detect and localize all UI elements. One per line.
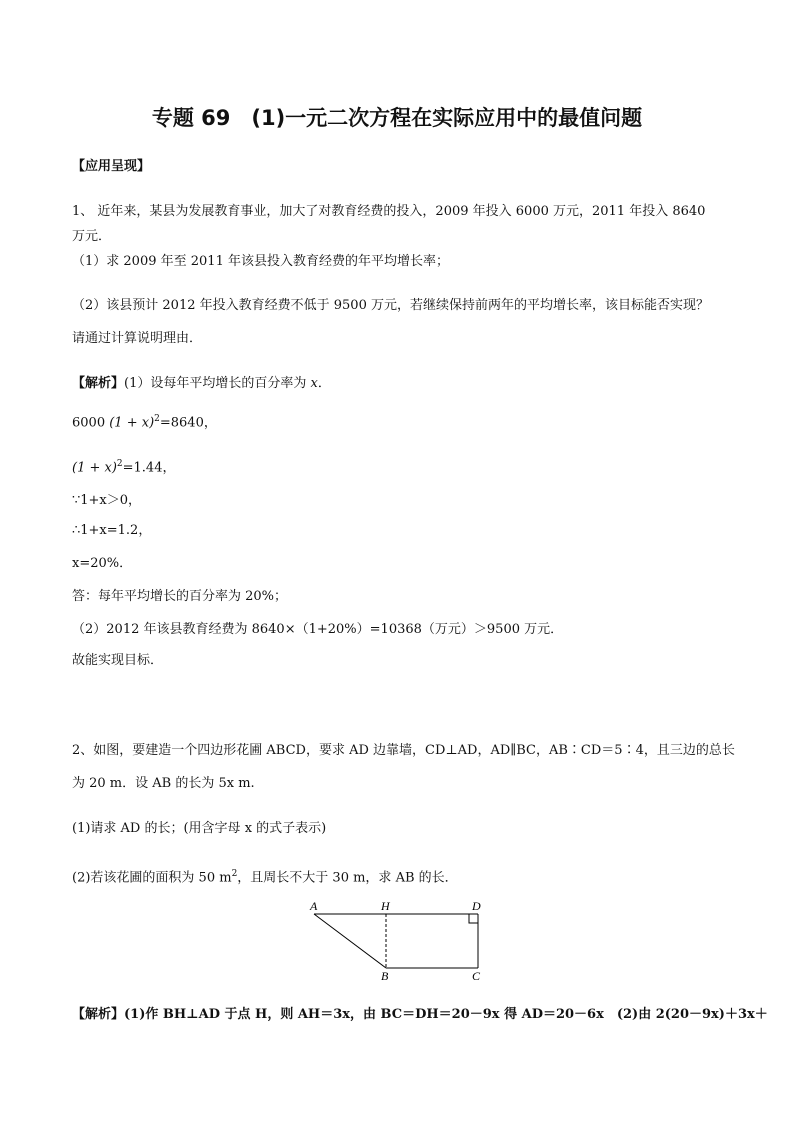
right-angle-mark <box>469 914 478 923</box>
q2-stem-line1: 2、如图，要建造一个四边形花圃 ABCD，要求 AD 边靠墙，CD⊥AD，AD∥BC，AB∶CD＝5∶4，且三边的总长 <box>72 743 735 758</box>
label-h: H <box>381 900 390 913</box>
segment-ab <box>314 914 386 968</box>
sol1-eq2-sup: 2 <box>116 459 123 469</box>
q2-part2 <box>72 865 458 887</box>
sol1-eq1 <box>72 410 217 432</box>
label-a: A <box>310 900 318 913</box>
label-b: B <box>381 969 389 982</box>
q2-part2-sup: 2 <box>231 869 238 879</box>
sol1-conclusion: 故能实现目标． <box>72 653 164 668</box>
q2-stem-line2: 为 20 m．设 AB 的长为 5x m. <box>72 776 255 791</box>
sol1-step4: ∴1+x=1.2， <box>72 523 152 538</box>
q1-part2-line2: 请通过计算说明理由． <box>72 331 203 346</box>
trapezoid-figure <box>300 900 500 982</box>
q1-stem-text: 近年来，某县为发展教育事业，加大了对教育经费的投入，2009 年投入 6000 万元，2011 年投入 8640 <box>97 204 706 219</box>
q1-part1: （1）求 2009 年至 2011 年该县投入教育经费的年平均增长率； <box>72 254 449 269</box>
sol1-step3: ∵1+x＞0， <box>72 493 142 508</box>
sol1-eq2-paren: (1 + x) <box>72 460 117 476</box>
sol1-eq1-paren: (1 + x) <box>109 415 155 431</box>
label-c: C <box>472 969 481 982</box>
sol1-eq2 <box>72 455 175 477</box>
q1-stem-line1 <box>72 203 705 221</box>
sol2-line1: 【解析】(1)作 BH⊥AD 于点 H，则 AH＝3x，由 BC＝DH＝20－9x 得 AD＝20－6x (2)由 2(20－9x)＋3x＋ <box>72 1007 768 1022</box>
sol1-label: 【解析】 <box>72 376 125 391</box>
sol1-intro <box>72 375 331 393</box>
sol1-eq2-result: =1.44， <box>122 460 176 476</box>
page-title: 专题 69 (1)一元二次方程在实际应用中的最值问题 <box>151 106 643 130</box>
sol1-step5: x=20%． <box>72 556 133 571</box>
q2-part2-prefix: (2)若该花圃的面积为 50 m <box>72 870 232 886</box>
q1-part2-line1: （2）该县预计 2012 年投入教育经费不低于 9500 万元，若继续保持前两年的平均增长率，该目标能否实现？ <box>72 298 709 313</box>
sol1-intro-end: ． <box>317 376 331 391</box>
sol1-eq1-sup: 2 <box>154 414 160 424</box>
sol1-part2: （2）2012 年该县教育经费为 8640×（1+20%）=10368（万元）＞9500 万元． <box>72 622 564 637</box>
sol1-intro-text: (1）设每年平均增长的百分率为 <box>124 376 307 391</box>
section-label: 【应用呈现】 <box>72 159 151 174</box>
q2-part2-suffix: ，且周长不大于 30 m，求 AB 的长． <box>237 870 458 886</box>
sol1-answer: 答：每年平均增长的百分率为 20%； <box>72 589 288 604</box>
sol1-eq1-result: =8640， <box>159 415 217 431</box>
q1-number: 1、 <box>72 204 94 219</box>
q2-part1: (1)请求 AD 的长；(用含字母 x 的式子表示) <box>72 821 327 836</box>
sol1-var: x <box>310 376 318 391</box>
label-d: D <box>472 900 481 913</box>
q1-stem-line2: 万元． <box>72 229 112 244</box>
sol1-eq1-prefix: 6000 <box>72 415 106 431</box>
